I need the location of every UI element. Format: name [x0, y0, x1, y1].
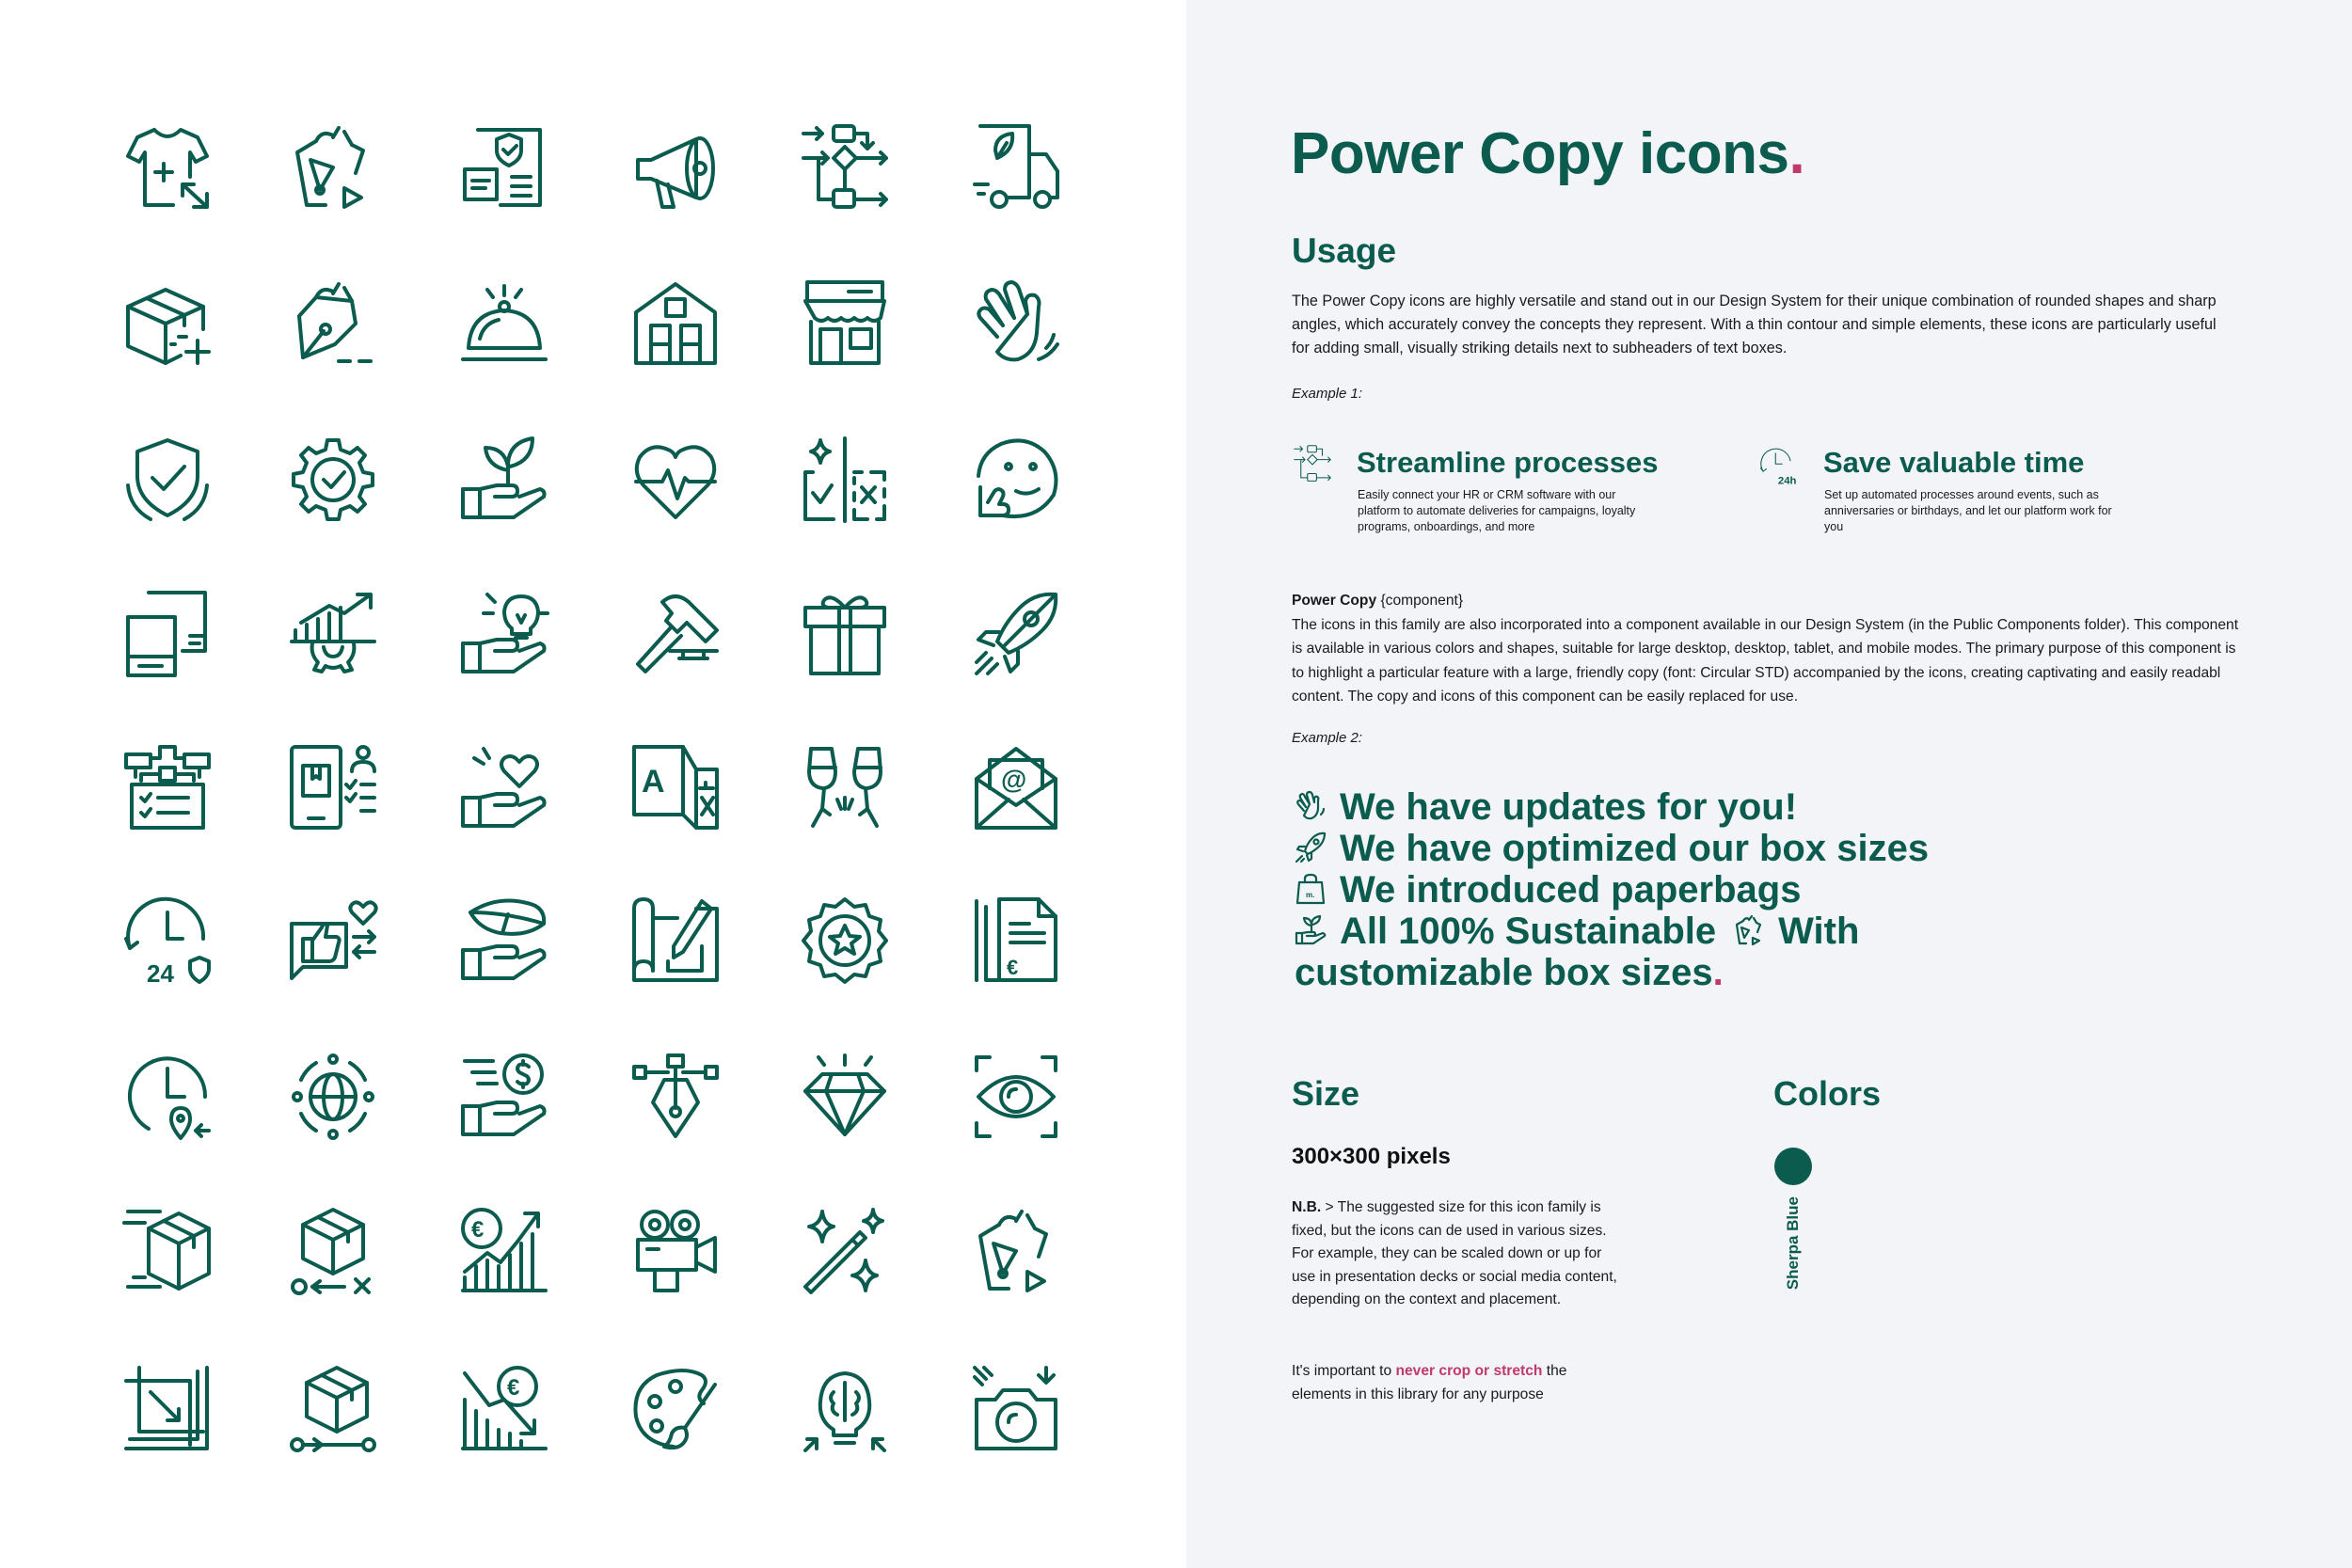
- paper-bag-icon: [1295, 872, 1327, 904]
- gear-check-icon: [288, 435, 378, 525]
- size-heading: Size: [1292, 1074, 1360, 1113]
- inventory-checklist-icon: [122, 743, 213, 833]
- camera-capture-icon: [971, 1364, 1061, 1454]
- blueprint-pencil-icon: [630, 895, 721, 986]
- feature-title-streamline: Streamline processes: [1357, 446, 1659, 479]
- secure-document-icon: [459, 122, 549, 213]
- eye-focus-icon: [971, 1052, 1061, 1142]
- star-badge-icon: [800, 895, 890, 986]
- example2-copy: We have updates for you! We have optimized our box sizes m. We introduced paperbags All 100% Sustainable With customizable box sizes.: [1295, 786, 1930, 993]
- pen-tool-video-icon: [971, 1206, 1061, 1296]
- example2-label: Example 2:: [1292, 730, 1363, 746]
- waving-hand-icon: [1295, 789, 1327, 821]
- global-network-icon: [288, 1052, 378, 1142]
- service-bell-icon: [459, 278, 549, 369]
- growth-gear-icon: [288, 589, 378, 679]
- waving-hand-icon: [971, 278, 1061, 369]
- copy-line-box-sizes: We have optimized our box sizes: [1340, 828, 1930, 869]
- idea-hand-icon: [459, 589, 549, 679]
- example1-label: Example 1:: [1292, 386, 1363, 402]
- brain-idea-icon: [800, 1364, 890, 1454]
- size-warning: It's important to never crop or stretch the elements in this library for any purpose: [1292, 1363, 1567, 1402]
- rocket-icon: [971, 589, 1061, 679]
- translate-icon: [630, 743, 721, 833]
- euro-decline-icon: [459, 1364, 549, 1454]
- shield-check-icon: [122, 435, 213, 525]
- svg-text:€: €: [471, 1217, 485, 1243]
- size-value: 300×300 pixels: [1292, 1144, 1451, 1169]
- svg-text:A: A: [642, 764, 665, 800]
- time-location-icon: [122, 1052, 213, 1142]
- storefront-icon: [800, 278, 890, 369]
- magic-wand-icon: [800, 1206, 890, 1296]
- gift-icon: [800, 589, 890, 679]
- color-label-sherpa-blue: Sherpa Blue: [1784, 1196, 1802, 1291]
- plant-hand-icon: [459, 435, 549, 525]
- megaphone-icon: [630, 122, 721, 213]
- svg-text:€: €: [507, 1375, 520, 1401]
- video-camera-icon: [630, 1206, 721, 1296]
- copy-line-customizable: customizable box sizes: [1295, 952, 1713, 993]
- page-title: Power Copy icons.: [1291, 121, 1805, 186]
- rocket-icon: [1295, 831, 1327, 863]
- leaf-hand-icon: [459, 895, 549, 986]
- copy-line-paperbags: We introduced paperbags: [1340, 869, 1802, 911]
- feature-text-streamline: Easily connect your HR or CRM software with our platform to automate deliveries for campaigns, loyalty programs, onboardings, and more: [1358, 488, 1636, 533]
- celebration-toast-icon: [800, 743, 890, 833]
- package-return-icon: [288, 1206, 378, 1296]
- pen-nib-icon: [288, 278, 378, 369]
- feature-title-save-time: Save valuable time: [1823, 446, 2085, 479]
- email-icon: [971, 743, 1061, 833]
- package-route-icon: [288, 1364, 378, 1454]
- workflow-icon: [800, 122, 890, 213]
- pen-tool-video-icon: [288, 122, 378, 213]
- add-package-icon: [122, 278, 213, 369]
- component-description: Power Copy {component} The icons in this family are also incorporated into a component available in our Design System (in the Public Components folder). This component is available in various colors and shapes, suitable for large desktop, desktop, tablet, and mobile modes. The primary purpose of this component is to highlight a particular feature with a large, friendly copy (font: Circular STD) accompanied by the icons, creating captivating and easily readabl content. The copy and icons of this component can be easily replaced for use.: [1292, 593, 2239, 705]
- feature-text-save-time: Set up automated processes around events, such as anniversaries or birthdays, and let our platform work for you: [1824, 488, 2112, 533]
- fast-package-icon: [122, 1206, 213, 1296]
- copy-line-sustainable: All 100% Sustainable: [1340, 911, 1717, 952]
- clock-24h-shield-icon: [122, 895, 213, 986]
- thinking-face-icon: [971, 435, 1061, 525]
- heart-hand-icon: [459, 743, 549, 833]
- workflow-icon: [1293, 444, 1332, 483]
- eco-delivery-truck-icon: [971, 122, 1061, 213]
- diamond-icon: [800, 1052, 890, 1142]
- svg-text:@: @: [1001, 765, 1027, 794]
- svg-text:24h: 24h: [1777, 475, 1797, 485]
- plant-hand-icon: [1295, 913, 1327, 945]
- svg-text:24: 24: [147, 959, 174, 986]
- compare-check-cross-icon: [800, 435, 890, 525]
- clock-24h-icon: [1757, 446, 1797, 485]
- heartbeat-icon: [630, 435, 721, 525]
- usage-heading: Usage: [1292, 231, 1397, 270]
- svg-text:m.: m.: [1306, 891, 1315, 899]
- vector-pen-icon: [630, 1052, 721, 1142]
- money-hand-icon: [459, 1052, 549, 1142]
- warehouse-icon: [630, 278, 721, 369]
- colors-heading: Colors: [1773, 1074, 1882, 1113]
- usage-text: The Power Copy icons are highly versatile and stand out in our Design System for their unique combination of rounded shapes and sharp angles, which accurately convey the concepts they represent. With a thin contour and simple elements, these icons are particularly useful for adding small, visually striking details next to subheaders of text boxes.: [1292, 293, 2217, 356]
- hammer-icon: [630, 589, 721, 679]
- size-note: N.B. > The suggested size for this icon family is fixed, but the icons can de used in various sizes. For example, they can be scaled down or up for use in presentation decks or social media content, depending on the context and placement.: [1292, 1199, 1617, 1308]
- devices-icon: [122, 589, 213, 679]
- euro-invoice-icon: [971, 895, 1061, 986]
- color-swatch-sherpa-blue: [1774, 1148, 1812, 1185]
- copy-line-updates: We have updates for you!: [1340, 786, 1798, 828]
- crop-resize-icon: [122, 1364, 213, 1454]
- euro-growth-icon: [459, 1206, 549, 1296]
- mobile-order-icon: [288, 743, 378, 833]
- pen-tool-icon: [1733, 913, 1765, 945]
- tshirt-resize-icon: [122, 122, 213, 213]
- copy-line-with: With: [1778, 911, 1860, 952]
- social-feedback-icon: [288, 895, 378, 986]
- paint-palette-icon: [630, 1364, 721, 1454]
- svg-text:€: €: [1007, 956, 1019, 979]
